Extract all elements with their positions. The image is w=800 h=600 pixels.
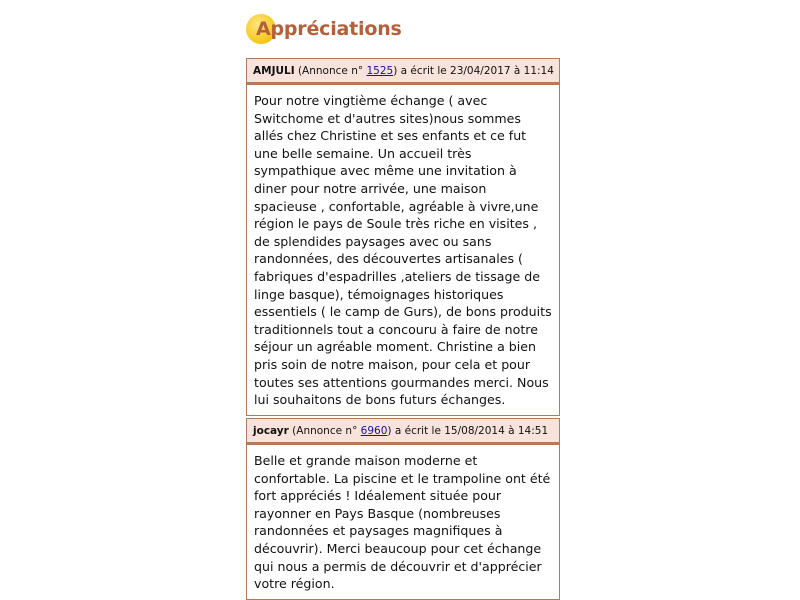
review-text: Belle et grande maison moderne et confortable. La piscine et le trampoline ont été fort appréciés ! Idéalement située pour rayonner en Pays Basque (nombreuses randonnées et paysages magnifiques à découvrir). Merci beaucoup pour cet échange qui nous a permis de découvrir et d'apprécier votre région. [254,453,551,592]
review-author: jocayr [253,425,289,437]
review-text: Pour notre vingtième échange ( avec Switchome et d'autres sites)nous sommes allés chez Christine et ses enfants et ce fut une belle semaine. Un accueil très sympathique avec même une invitation à diner pour notre arrivée, une maison spacieuse , confortable, agréable à vivre,une région le pays de Soule très riche en visites , de splendides paysages avec ou sans randonnées, des découvertes artisanales ( fabriques d'espadrilles ,ateliers de tissage de linge basque), témoignages historiques essentiels ( le camp de Gurs), de bons produits traditionnels tout a concouru à faire de notre séjour un agréable moment. Christine a bien pris soin de notre maison, pour cela et pour toutes ses attentions gourmandes merci. Nous lui souhaitons de bons futurs échanges. [254,93,552,408]
annonce-link[interactable]: 6960 [360,425,388,437]
review-date: ) a écrit le 15/08/2014 à 14:51 [387,425,549,437]
annonce-prefix: (Annonce n° [297,65,364,77]
annonce-link[interactable]: 1525 [366,65,394,77]
annonce-prefix: (Annonce n° [292,425,358,437]
review-author: AMJULI [253,65,295,77]
review-card [246,58,560,416]
review-header [247,419,559,445]
review-header [247,59,559,85]
page-title: Appréciations [256,18,402,40]
review-card [246,418,560,600]
review-date: ) a écrit le 23/04/2017 à 11:14 [393,65,554,77]
